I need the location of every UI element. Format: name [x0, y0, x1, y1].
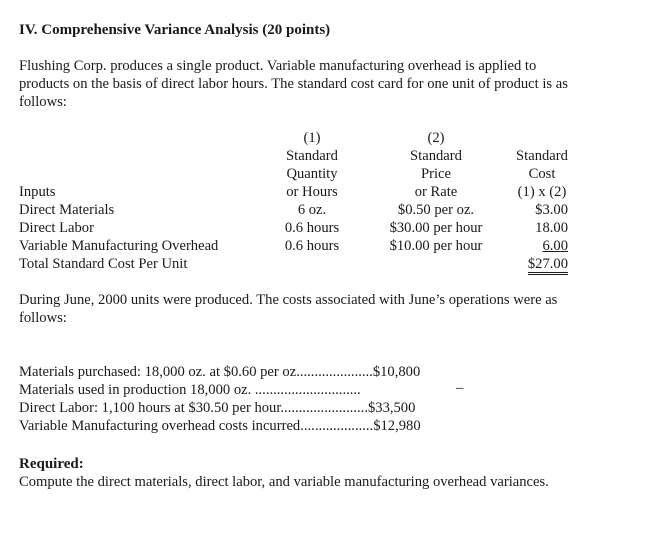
- row-cost-direct-materials: $3.00: [535, 202, 568, 218]
- row-qty-direct-labor: 0.6 hours: [284, 220, 340, 236]
- col1-header-1: (1): [303, 130, 321, 146]
- section-title: IV. Comprehensive Variance Analysis (20 points): [19, 22, 331, 38]
- intro-line-2: products on the basis of direct labor hours. The standard cost card for one unit of product is as: [19, 76, 568, 92]
- col2-header-2: Standard: [410, 148, 462, 164]
- col1-header-4: or Hours: [286, 184, 338, 200]
- col1-header-2: Standard: [286, 148, 338, 164]
- row-label-variable-overhead: Variable Manufacturing Overhead: [19, 238, 219, 254]
- total-label: Total Standard Cost Per Unit: [19, 256, 188, 272]
- col2-header-3: Price: [421, 166, 451, 182]
- row-rate-variable-overhead: $10.00 per hour: [389, 238, 483, 254]
- intro-line-3: follows:: [19, 94, 67, 110]
- cost-line-materials-used-dash: –: [456, 380, 464, 396]
- cost-line-direct-labor: Direct Labor: 1,100 hours at $30.50 per hour........................$33,500: [19, 400, 416, 416]
- row-qty-direct-materials: 6 oz.: [297, 202, 327, 218]
- cost-line-materials-purchased: Materials purchased: 18,000 oz. at $0.60 per oz.....................$10,800: [19, 364, 421, 380]
- required-label: Required:: [19, 456, 84, 472]
- col1-header-3: Quantity: [286, 166, 338, 182]
- col2-header-1: (2): [427, 130, 445, 146]
- required-text: Compute the direct materials, direct labor, and variable manufacturing overhead variances.: [19, 474, 549, 490]
- row-rate-direct-materials: $0.50 per oz.: [397, 202, 475, 218]
- row-label-direct-materials: Direct Materials: [19, 202, 115, 218]
- cost-line-materials-used: Materials used in production 18,000 oz. .............................: [19, 382, 361, 398]
- intro-line-1: Flushing Corp. produces a single product. Variable manufacturing overhead is applied to: [19, 58, 537, 74]
- col2-header-4: or Rate: [414, 184, 458, 200]
- inputs-label: Inputs: [19, 184, 56, 200]
- row-rate-direct-labor: $30.00 per hour: [389, 220, 483, 236]
- total-cost-wrapper: [500, 256, 568, 273]
- row-cost-variable-overhead: 6.00: [542, 238, 568, 254]
- row-qty-variable-overhead: 0.6 hours: [284, 238, 340, 254]
- june-line-1: During June, 2000 units were produced. The costs associated with June’s operations were as: [19, 292, 558, 308]
- cost-line-variable-overhead: Variable Manufacturing overhead costs incurred....................$12,980: [19, 418, 421, 434]
- col3-header-2: Cost: [528, 166, 556, 182]
- june-line-2: follows:: [19, 310, 67, 326]
- col3-header-3: (1) x (2): [517, 184, 567, 200]
- col3-header-1: Standard: [516, 148, 568, 164]
- row-label-direct-labor: Direct Labor: [19, 220, 94, 236]
- total-cost: $27.00: [528, 256, 568, 275]
- row-cost-direct-labor: 18.00: [535, 220, 568, 236]
